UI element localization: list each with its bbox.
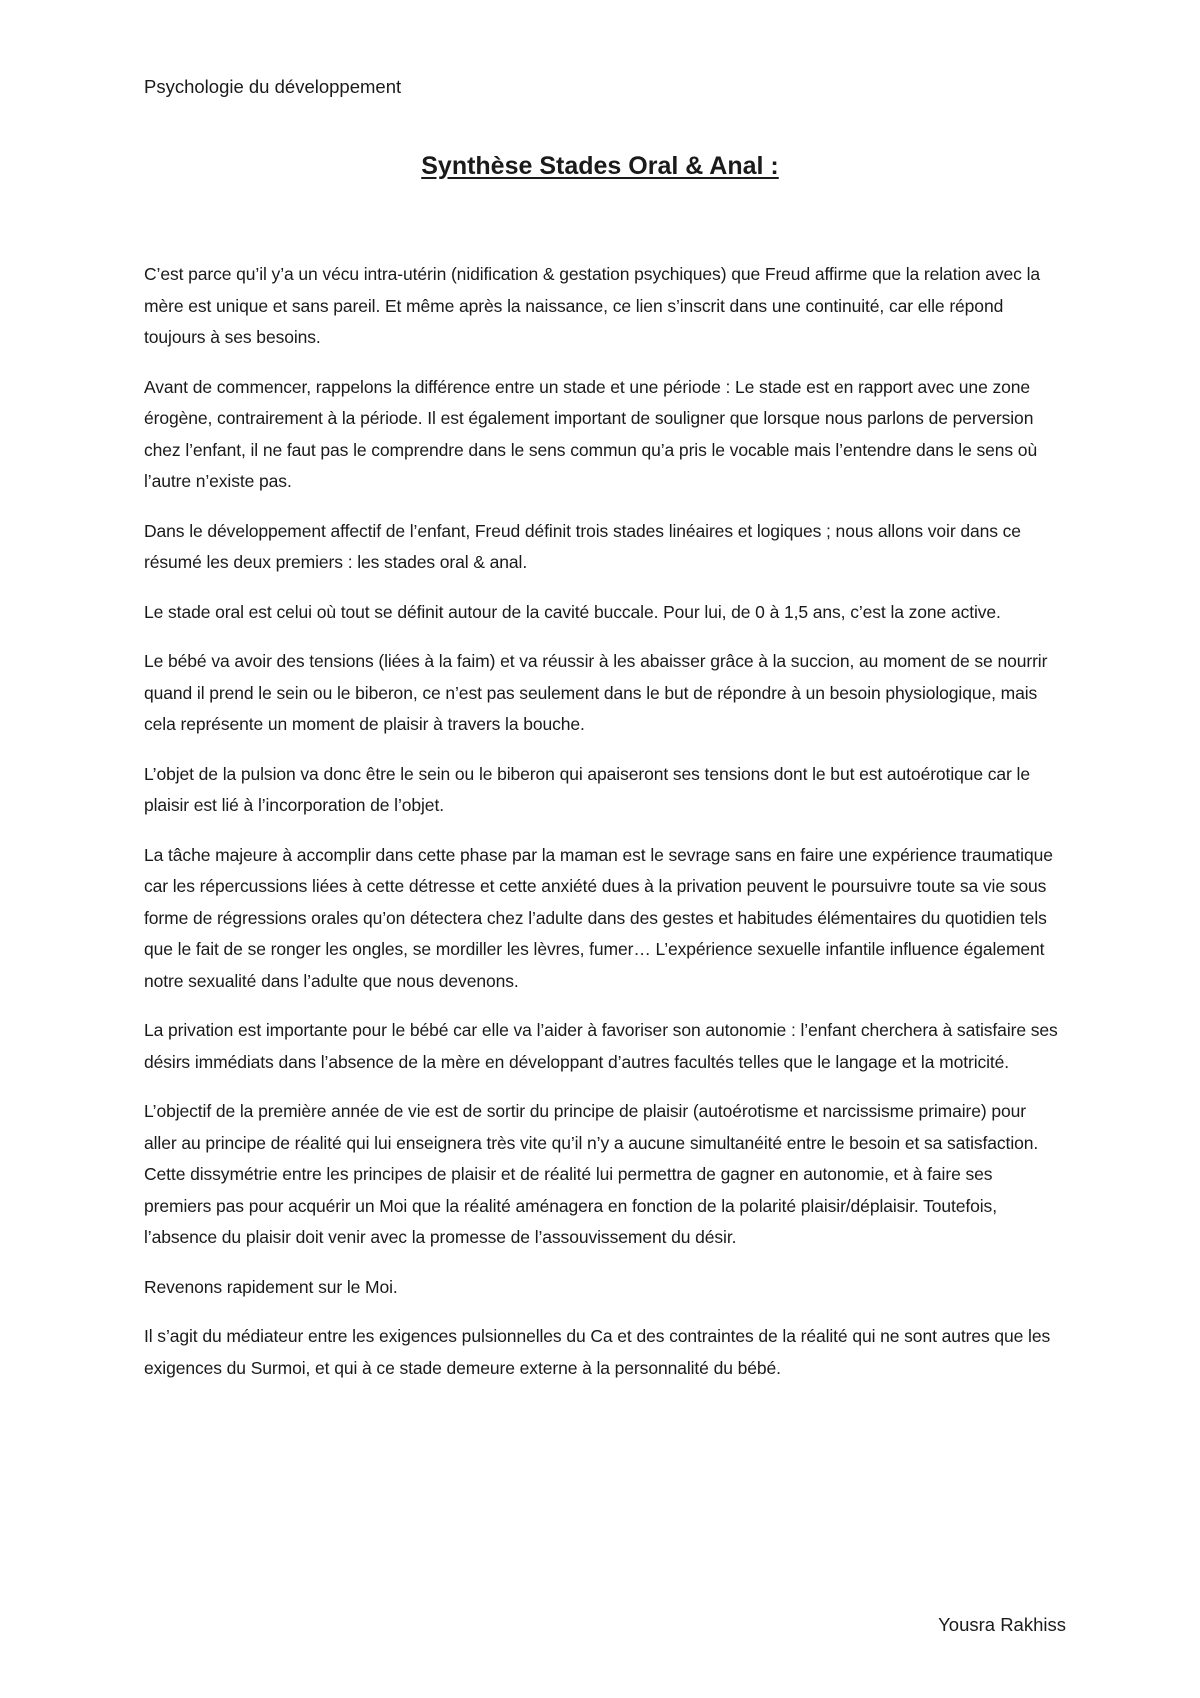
- paragraph: Le bébé va avoir des tensions (liées à la faim) et va réussir à les abaisser grâce à la succion, au moment de se nourrir quand il prend le sein ou le biberon, ce n’est pas seulement dans le but de répondre à un besoin physiologique, mais cela représente un moment de plaisir à travers la bouche.: [144, 651, 1048, 734]
- paragraph: Le stade oral est celui où tout se définit autour de la cavité buccale. Pour lui, de 0 à 1,5 ans, c’est la zone active.: [144, 601, 1001, 622]
- paragraph: Dans le développement affectif de l’enfant, Freud définit trois stades linéaires et logiques ; nous allons voir dans ce résumé les deux premiers : les stades oral & anal.: [144, 520, 1021, 572]
- paragraph: L’objectif de la première année de vie est de sortir du principe de plaisir (autoérotisme et narcissisme primaire) pour aller au principe de réalité qui lui enseignera très vite qu’il n’y a aucune simultanéité entre le besoin et sa satisfaction. Cette dissymétrie entre les principes de plaisir et de réalité lui permettra de gagner en autonomie, et à faire ses premiers pas pour acquérir un Moi que la réalité aménagera en fonction de la polarité plaisir/déplaisir. Toutefois, l’absence du plaisir doit venir avec la promesse de l’assouvissement du désir.: [144, 1101, 1039, 1247]
- author-footer: Yousra Rakhiss: [938, 1614, 1066, 1635]
- paragraph: La privation est importante pour le bébé car elle va l’aider à favoriser son autonomie : l’enfant cherchera à satisfaire ses désirs immédiats dans l’absence de la mère en développant d’autres facultés telles que le langage et la motricité.: [144, 1020, 1058, 1072]
- paragraph: Il s’agit du médiateur entre les exigences pulsionnelles du Ca et des contraintes de la réalité qui ne sont autres que les exigences du Surmoi, et qui à ce stade demeure externe à la personnalité du bébé.: [144, 1326, 1051, 1378]
- paragraph: Revenons rapidement sur le Moi.: [144, 1276, 398, 1297]
- document-title: Synthèse Stades Oral & Anal :: [421, 152, 779, 180]
- course-header: Psychologie du développement: [144, 76, 402, 97]
- paragraph: L’objet de la pulsion va donc être le sein ou le biberon qui apaiseront ses tensions dont le but est autoérotique car le plaisir est lié à l’incorporation de l’objet.: [144, 763, 1030, 815]
- paragraph: Avant de commencer, rappelons la différence entre un stade et une période : Le stade est en rapport avec une zone érogène, contrairement à la période. Il est également important de souligner que lorsque nous parlons de perversion chez l’enfant, il ne faut pas le comprendre dans le sens commun qu’a pris le vocable mais l’entendre dans le sens où l’autre n’existe pas.: [144, 376, 1038, 491]
- document-body: [144, 259, 1058, 1402]
- paragraph: La tâche majeure à accomplir dans cette phase par la maman est le sevrage sans en faire une expérience traumatique car les répercussions liées à cette détresse et cette anxiété dues à la privation peuvent le poursuivre toute sa vie sous forme de régressions orales qu’on détectera chez l’adulte dans des gestes et habitudes élémentaires du quotidien tels que le fait de se ronger les ongles, se mordiller les lèvres, fumer… L’expérience sexuelle infantile influence également notre sexualité dans l’adulte que nous devenons.: [144, 844, 1053, 991]
- paragraph: C’est parce qu’il y’a un vécu intra-utérin (nidification & gestation psychiques) que Freud affirme que la relation avec la mère est unique et sans pareil. Et même après la naissance, ce lien s’inscrit dans une continuité, car elle répond toujours à ses besoins.: [144, 264, 1041, 347]
